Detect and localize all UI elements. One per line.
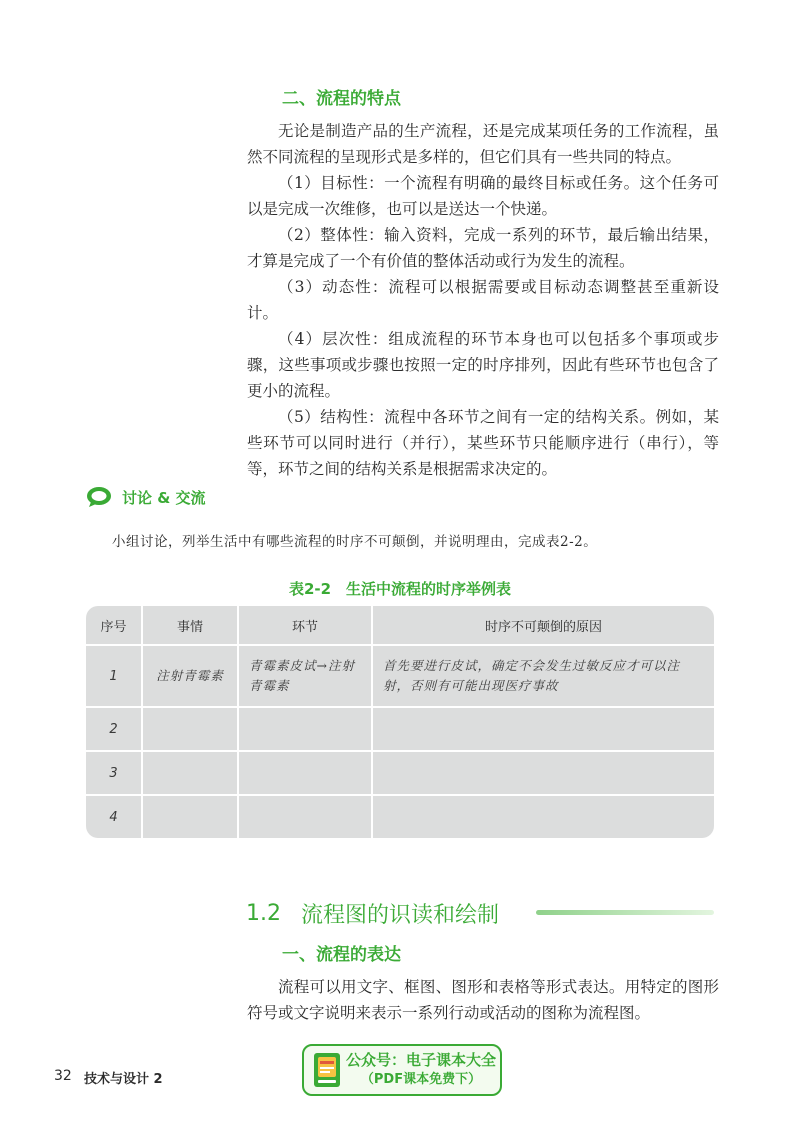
cell-matter[interactable] — [142, 795, 238, 838]
book-title: 技术与设计 2 — [84, 1072, 163, 1087]
section-heading-2: 一、流程的表达 — [282, 945, 401, 965]
watermark-line1: 公众号：电子课本大全 — [345, 1051, 496, 1069]
cell-index: 1 — [86, 645, 142, 707]
cell-matter[interactable] — [142, 751, 238, 795]
table-row — [86, 795, 714, 838]
discussion-instruction: 小组讨论，列举生活中有哪些流程的时序不可颠倒，并说明理由，完成表2-2。 — [112, 534, 598, 550]
page-number: 32 — [54, 1068, 72, 1084]
watermark-text — [342, 1051, 500, 1089]
table-row — [86, 751, 714, 795]
cell-step[interactable] — [238, 795, 372, 838]
cell-reason[interactable] — [372, 707, 714, 751]
sequence-table — [86, 606, 714, 838]
watermark-badge — [302, 1044, 502, 1096]
header-step: 环节 — [238, 606, 372, 645]
section-heading: 二、流程的特点 — [282, 89, 401, 109]
cell-matter[interactable] — [142, 707, 238, 751]
cell-step[interactable] — [238, 707, 372, 751]
table-row — [86, 707, 714, 751]
table-caption: 表2-2 生活中流程的时序举例表 — [288, 580, 512, 598]
header-matter: 事情 — [142, 606, 238, 645]
header-index: 序号 — [86, 606, 142, 645]
book-logo-icon — [312, 1051, 342, 1089]
chapter-title: 流程图的识读和绘制 — [301, 903, 500, 928]
chat-bubble-icon — [86, 486, 112, 508]
chapter-divider — [536, 910, 714, 915]
paragraph-level: （4）层次性：组成流程的环节本身也可以包括多个事项或步骤，这些事项或步骤也按照一定的时序排列，因此有些环节也包含了更小的流程。 — [247, 330, 719, 400]
watermark-line2: （PDF课本免费下） — [360, 1072, 482, 1087]
cell-index: 3 — [86, 751, 142, 795]
cell-reason[interactable]: 首先要进行皮试，确定不会发生过敏反应才可以注射，否则有可能出现医疗事故 — [372, 645, 714, 707]
header-reason: 时序不可颠倒的原因 — [372, 606, 714, 645]
section-body-2 — [247, 974, 719, 1026]
table-row — [86, 645, 714, 707]
discussion-label: 讨论 & 交流 — [122, 488, 206, 507]
discussion-header — [86, 484, 206, 510]
cell-matter[interactable]: 注射青霉素 — [142, 645, 238, 707]
section-body — [247, 118, 719, 482]
cell-reason[interactable] — [372, 751, 714, 795]
cell-reason[interactable] — [372, 795, 714, 838]
paragraph-structure: （5）结构性：流程中各环节之间有一定的结构关系。例如，某些环节可以同时进行（并行），某些环节只能顺序进行（串行），等等，环节之间的结构关系是根据需求决定的。 — [247, 408, 719, 478]
chapter-heading — [246, 898, 499, 929]
table-header-row — [86, 606, 714, 645]
cell-step[interactable]: 青霉素皮试→注射青霉素 — [238, 645, 372, 707]
cell-index: 2 — [86, 707, 142, 751]
paragraph-intro: 无论是制造产品的生产流程，还是完成某项任务的工作流程，虽然不同流程的呈现形式是多样的，但它们具有一些共同的特点。 — [247, 122, 719, 166]
cell-step[interactable] — [238, 751, 372, 795]
paragraph-whole: （2）整体性：输入资料，完成一系列的环节，最后输出结果，才算是完成了一个有价值的整体活动或行为发生的流程。 — [247, 226, 719, 270]
paragraph-dynamic: （3）动态性：流程可以根据需要或目标动态调整甚至重新设计。 — [247, 278, 719, 322]
cell-index: 4 — [86, 795, 142, 838]
chapter-number: 1.2 — [246, 901, 281, 926]
paragraph-goal: （1）目标性：一个流程有明确的最终目标或任务。这个任务可以是完成一次维修，也可以是送达一个快递。 — [247, 174, 719, 218]
paragraph-expression: 流程可以用文字、框图、图形和表格等形式表达。用特定的图形符号或文字说明来表示一系列行动或活动的图称为流程图。 — [247, 978, 719, 1022]
